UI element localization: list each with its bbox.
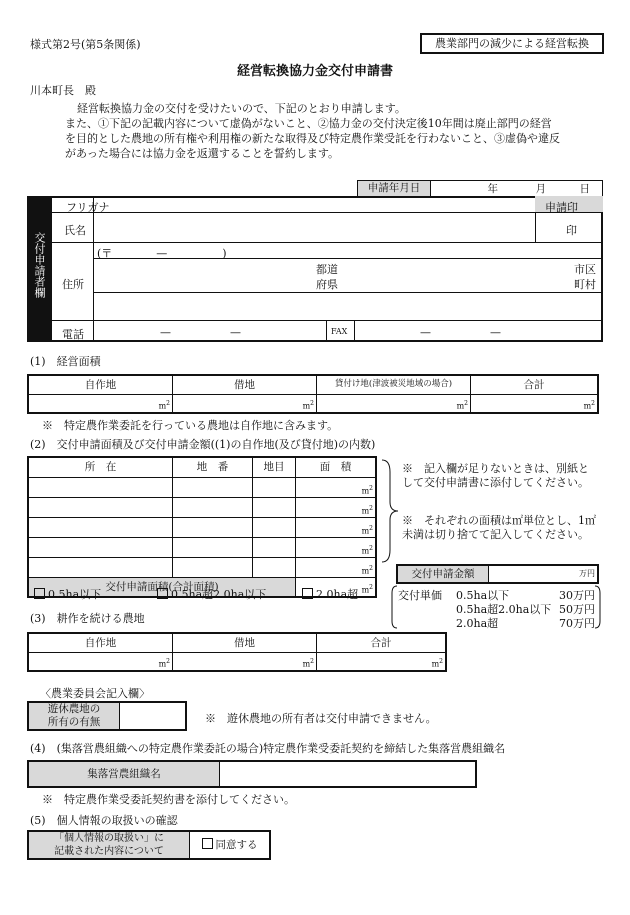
furigana-label: フリガナ xyxy=(66,201,110,214)
s1-own-input[interactable]: $m^2$ xyxy=(28,394,173,413)
intro-line-4: があった場合には協力金を返還することを誓約します。 xyxy=(65,147,340,160)
s2-row-location[interactable] xyxy=(28,557,173,577)
apply-date-field[interactable]: 年 月 日 xyxy=(431,181,603,197)
committee-table xyxy=(27,701,187,731)
s2-header-type: 地目 xyxy=(253,457,296,477)
choice-large[interactable]: 2.0ha超 xyxy=(302,586,358,602)
section2-note-2: ※ それぞれの面積は㎡単位とし、1㎡未満は切り捨てて記入してください。 xyxy=(402,514,596,541)
rate-range-3: 2.0ha超 xyxy=(456,617,499,630)
s2-row-area[interactable]: $m^2$ xyxy=(296,557,377,577)
pref-label-2: 府県 xyxy=(316,278,338,291)
fax-dash-1: — xyxy=(420,326,431,339)
s2-row-type[interactable] xyxy=(253,537,296,557)
apply-date-table xyxy=(357,180,603,197)
s2-row-area[interactable]: $m^2$ xyxy=(296,517,377,537)
s2-row-lot[interactable] xyxy=(173,477,253,497)
amount-label: 交付申請金額 xyxy=(397,565,489,583)
s2-row-area[interactable]: $m^2$ xyxy=(296,477,377,497)
s1-header-lease: 借地 xyxy=(173,375,317,394)
amount-input[interactable]: 万円 xyxy=(489,565,599,583)
s1-lent-input[interactable]: $m^2$ xyxy=(317,394,471,413)
s2-header-lot: 地 番 xyxy=(173,457,253,477)
checkbox-icon xyxy=(302,588,313,599)
s2-row-type[interactable] xyxy=(253,497,296,517)
s2-header-area: 面 積 xyxy=(296,457,377,477)
s1-lease-input[interactable]: $m^2$ xyxy=(173,394,317,413)
applicant-side-label: 交付申請者欄 xyxy=(33,232,46,298)
address-label: 住所 xyxy=(62,278,84,291)
name-label: 氏名 xyxy=(64,224,86,237)
s1-header-total: 合計 xyxy=(471,375,599,394)
apply-date-label: 申請年月日 xyxy=(358,181,431,197)
seal-mark: 印 xyxy=(566,224,577,237)
s2-total-label: 交付申請面積(合計面積) xyxy=(28,577,296,597)
rate-range-1: 0.5ha以下 xyxy=(456,589,510,602)
agree-checkbox[interactable]: 同意する xyxy=(190,831,271,859)
choice-medium[interactable]: 0.5ha超2.0ha以下 xyxy=(157,586,266,602)
s2-row-type[interactable] xyxy=(253,557,296,577)
s1-header-lent: 貸付け地(津波被災地域の場合) xyxy=(317,375,471,394)
s3-header-lease: 借地 xyxy=(173,633,317,652)
s3-lease-input[interactable]: $m^2$ xyxy=(173,652,317,671)
phone-dash-1: — xyxy=(160,326,171,339)
rate-amount-2: 50万円 xyxy=(559,603,595,616)
city-label-2: 町村 xyxy=(574,278,596,291)
section3-title: (3) 耕作を続ける農地 xyxy=(30,612,145,625)
name-input[interactable] xyxy=(94,214,534,241)
s2-row-type[interactable] xyxy=(253,477,296,497)
s2-row-lot[interactable] xyxy=(173,537,253,557)
section4-table xyxy=(27,760,477,788)
fax-input[interactable] xyxy=(356,322,601,340)
category-box: 農業部門の減少による経営転換 xyxy=(420,33,604,54)
amount-table xyxy=(396,564,599,584)
s2-row-lot[interactable] xyxy=(173,517,253,537)
section1-note: ※ 特定農作業委託を行っている農地は自作地に含みます。 xyxy=(42,419,339,432)
intro-line-1: 経営転換協力金の交付を受けたいので、下記のとおり申請します。 xyxy=(77,102,406,115)
committee-input[interactable] xyxy=(120,702,187,730)
section2-table xyxy=(27,456,377,598)
committee-note: ※ 遊休農地の所有者は交付申請できません。 xyxy=(205,712,437,725)
rate-label: 交付単価 xyxy=(398,589,442,602)
rate-amount-1: 30万円 xyxy=(559,589,595,602)
intro-line-3: を目的とした農地の所有権や利用権の新たな取得及び特定農作業受託を行わないこと、③虚偽や違反 xyxy=(65,132,560,145)
rate-range-2: 0.5ha超2.0ha以下 xyxy=(456,603,552,616)
s2-row-lot[interactable] xyxy=(173,557,253,577)
s2-row-lot[interactable] xyxy=(173,497,253,517)
form-number: 様式第2号(第5条関係) xyxy=(30,38,141,51)
s3-total-input[interactable]: $m^2$ xyxy=(317,652,447,671)
postal-field[interactable]: (〒 — ) xyxy=(97,247,227,260)
section1-title: (1) 経営面積 xyxy=(30,355,101,368)
seal-label: 申請印 xyxy=(545,201,578,214)
section5-label: 「個人情報の取扱い」に 記載された内容について xyxy=(28,831,190,859)
address-detail-input[interactable] xyxy=(94,294,602,319)
section4-note: ※ 特定農作業受委託契約書を添付してください。 xyxy=(42,793,295,806)
section3-table xyxy=(27,632,447,672)
furigana-input[interactable] xyxy=(94,198,534,211)
section5-table xyxy=(27,830,271,860)
form-title: 経営転換協力金交付申請書 xyxy=(236,64,393,79)
s3-header-total: 合計 xyxy=(317,633,447,652)
section2-note-1: ※ 記入欄が足りないときは、別紙として交付申請書に添付してください。 xyxy=(402,462,589,489)
s2-header-location: 所 在 xyxy=(28,457,173,477)
section4-title: (4) (集落営農組織への特定農作業委託の場合)特定農作業受委託契約を締結した集落営農組織名 xyxy=(30,742,506,755)
s2-row-location[interactable] xyxy=(28,537,173,557)
section4-input[interactable] xyxy=(220,761,477,787)
pref-label-1: 都道 xyxy=(316,263,338,276)
s1-header-own: 自作地 xyxy=(28,375,173,394)
fax-label: FAX xyxy=(331,327,348,336)
committee-title: 〈農業委員会記入欄〉 xyxy=(40,687,150,700)
rate-amount-3: 70万円 xyxy=(559,617,595,630)
intro-line-2: また、①下記の記載内容について虚偽がないこと、②協力金の交付決定後10年間は廃止部門の経営 xyxy=(65,117,552,130)
s2-row-location[interactable] xyxy=(28,477,173,497)
phone-input[interactable] xyxy=(94,322,325,340)
s2-row-location[interactable] xyxy=(28,497,173,517)
s1-total-input[interactable]: $m^2$ xyxy=(471,394,599,413)
s2-total-input[interactable]: $m^2$ xyxy=(296,577,377,597)
section5-title: (5) 個人情報の取扱いの確認 xyxy=(30,814,178,827)
section1-table xyxy=(27,374,599,414)
choice-small[interactable]: 0.5ha以下 xyxy=(34,586,101,602)
phone-dash-2: — xyxy=(230,326,241,339)
checkbox-icon xyxy=(34,588,45,599)
checkbox-icon xyxy=(157,588,168,599)
s3-own-input[interactable]: $m^2$ xyxy=(28,652,173,671)
s2-row-type[interactable] xyxy=(253,517,296,537)
phone-label: 電話 xyxy=(62,328,84,341)
committee-label: 遊休農地の 所有の有無 xyxy=(28,702,120,730)
s3-header-own: 自作地 xyxy=(28,633,173,652)
s2-row-area[interactable]: $m^2$ xyxy=(296,537,377,557)
fax-dash-2: — xyxy=(490,326,501,339)
city-label-1: 市区 xyxy=(574,263,596,276)
section4-label: 集落営農組織名 xyxy=(28,761,220,787)
brace-icon xyxy=(380,458,402,564)
s2-row-location[interactable] xyxy=(28,517,173,537)
section2-title: (2) 交付申請面積及び交付申請金額((1)の自作地(及び貸付地)の内数) xyxy=(30,438,376,451)
s2-row-area[interactable]: $m^2$ xyxy=(296,497,377,517)
addressee: 川本町長 殿 xyxy=(30,84,96,97)
checkbox-icon xyxy=(202,838,213,849)
